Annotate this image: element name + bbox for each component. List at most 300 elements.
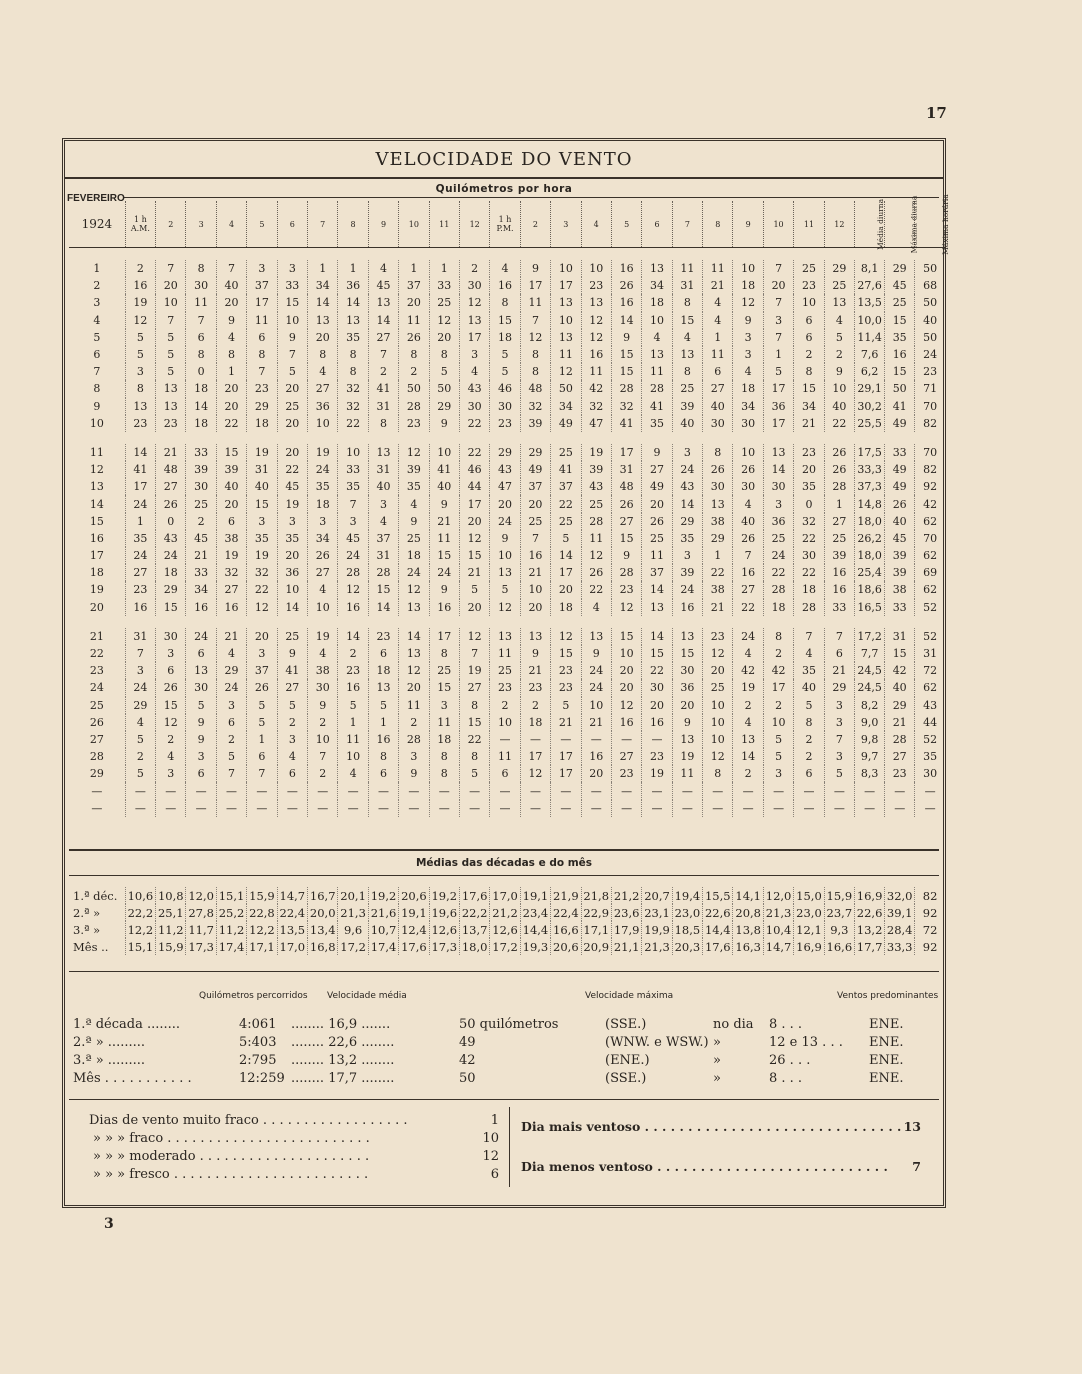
table-cell: 41 — [429, 461, 459, 478]
table-cell: — — [156, 800, 186, 817]
table-cell: 4 — [308, 581, 338, 598]
table-cell: 20 — [277, 380, 307, 397]
summary-km: 12:259 — [239, 1071, 285, 1086]
table-cell: 5 — [247, 714, 277, 731]
table-cell: 8 — [186, 346, 216, 363]
means-cell: 15,0 — [794, 887, 824, 904]
table-cell: 14 — [551, 547, 581, 564]
day-cell: 21 — [89, 629, 104, 643]
means-title: Médias das décadas e do mês — [415, 857, 593, 869]
table-cell: 5 — [186, 697, 216, 714]
table-cell: 13 — [763, 444, 793, 461]
table-cell: 11 — [672, 260, 702, 277]
table-cell: 3 — [824, 714, 854, 731]
table-cell: — — [247, 800, 277, 817]
table-cell: — — [368, 800, 398, 817]
table-cell: 2 — [338, 645, 368, 662]
means-cell: 17,6 — [459, 887, 489, 904]
table-cell: 22 — [459, 444, 489, 461]
table-cell: — — [642, 731, 672, 748]
table-cell: 6,2 — [855, 363, 885, 380]
summary-day: 26 . . . — [769, 1053, 811, 1068]
table-cell: 3 — [277, 260, 307, 277]
table-cell: 42 — [915, 495, 945, 512]
table-cell: 33 — [885, 444, 915, 461]
table-cell: 0 — [186, 363, 216, 380]
table-cell: 40 — [247, 478, 277, 495]
table-cell: 6 — [794, 312, 824, 329]
table-cell: 2 — [733, 765, 763, 782]
table-cell: — — [733, 800, 763, 817]
table-cell: 25 — [551, 513, 581, 530]
table-cell: 3 — [672, 547, 702, 564]
table-cell: 7 — [216, 260, 246, 277]
table-cell: 7 — [794, 628, 824, 645]
table-cell: 11 — [399, 312, 429, 329]
means-cell: 19,6 — [429, 904, 459, 921]
table-cell: 13 — [368, 679, 398, 696]
table-title: VELOCIDADE DO VENTO — [375, 149, 633, 170]
table-cell: 17 — [551, 765, 581, 782]
table-cell: 26 — [733, 530, 763, 547]
table-cell: 28 — [581, 513, 611, 530]
table-cell: 21 — [459, 564, 489, 581]
means-cell: 22,9 — [581, 904, 611, 921]
table-cell: 3 — [399, 748, 429, 765]
table-cell: 30 — [156, 628, 186, 645]
table-cell: 33 — [429, 277, 459, 294]
means-label: Mês .. — [73, 939, 109, 954]
table-cell: 38 — [308, 662, 338, 679]
day-cell: 27 — [89, 732, 104, 746]
table-cell: 11 — [551, 346, 581, 363]
table-cell: 30 — [459, 398, 489, 415]
table-cell: — — [915, 782, 945, 799]
table-cell: 1 — [703, 329, 733, 346]
day-cell: — — [91, 784, 103, 798]
summary-km: 2:795 — [239, 1053, 277, 1068]
table-cell: 8 — [459, 697, 489, 714]
means-cell: 17,3 — [186, 938, 216, 955]
table-cell: 30 — [186, 679, 216, 696]
table-cell: 6 — [186, 765, 216, 782]
means-cell: 9,3 — [824, 921, 854, 938]
table-cell: 13 — [338, 312, 368, 329]
table-cell: 31 — [885, 628, 915, 645]
summary-vel: ........ 16,9 ....... — [291, 1017, 391, 1032]
wind-days-label: » » » fraco . . . . . . . . . . . . . . . . . . . . . . . . . — [93, 1131, 370, 1146]
table-cell: 3 — [763, 765, 793, 782]
summary-wind: ENE. — [869, 1017, 904, 1032]
table-cell: 8 — [794, 363, 824, 380]
table-cell: 22 — [247, 581, 277, 598]
table-cell: 7 — [156, 260, 186, 277]
table-cell: 9 — [490, 530, 520, 547]
means-cell: 17,0 — [277, 938, 307, 955]
table-row — [69, 645, 945, 662]
means-cell: 22,6 — [855, 904, 885, 921]
table-cell: 11 — [581, 530, 611, 547]
table-cell: 10,0 — [855, 312, 885, 329]
table-cell: 8 — [703, 765, 733, 782]
column-header-label: Máxima diurna — [909, 195, 919, 253]
divider — [69, 875, 939, 876]
table-cell: 8 — [429, 765, 459, 782]
table-cell: 6 — [186, 645, 216, 662]
table-cell: 4 — [490, 260, 520, 277]
table-cell: 17 — [520, 748, 550, 765]
means-cell: 18,0 — [459, 938, 489, 955]
table-cell: 6 — [247, 748, 277, 765]
table-cell: 35 — [308, 478, 338, 495]
table-cell: 8 — [125, 380, 155, 397]
table-cell: 1 — [338, 260, 368, 277]
table-cell: 28 — [368, 564, 398, 581]
table-cell: 1 — [368, 714, 398, 731]
table-cell: 15 — [672, 312, 702, 329]
table-cell: 11 — [642, 547, 672, 564]
table-cell: 12 — [247, 599, 277, 616]
table-cell: 4 — [703, 312, 733, 329]
table-cell: — — [672, 800, 702, 817]
table-cell: 15 — [156, 599, 186, 616]
table-cell: 13 — [581, 294, 611, 311]
table-cell: 32 — [247, 564, 277, 581]
table-cell: 46 — [490, 380, 520, 397]
table-cell: 5 — [247, 697, 277, 714]
table-row — [69, 679, 945, 696]
table-cell: 17 — [763, 415, 793, 432]
table-cell: 41 — [551, 461, 581, 478]
table-cell: 29 — [672, 513, 702, 530]
table-cell: 12 — [399, 444, 429, 461]
table-cell: 10 — [611, 645, 641, 662]
table-cell: 25,5 — [855, 415, 885, 432]
table-cell: 23 — [642, 748, 672, 765]
means-cell: 17,2 — [338, 938, 368, 955]
table-cell: 11 — [399, 697, 429, 714]
table-cell: 17 — [125, 478, 155, 495]
table-cell: 18 — [429, 731, 459, 748]
table-cell: — — [156, 782, 186, 799]
means-cell: 11,2 — [216, 921, 246, 938]
table-cell: 8 — [247, 346, 277, 363]
table-cell: 18 — [763, 599, 793, 616]
table-cell: 40 — [216, 478, 246, 495]
means-label: 2.ª » — [73, 905, 101, 920]
table-cell: 29,1 — [855, 380, 885, 397]
table-cell: 28 — [399, 398, 429, 415]
table-cell: 11 — [429, 714, 459, 731]
table-cell: 21 — [156, 444, 186, 461]
table-row — [69, 731, 945, 748]
means-cell: 17,9 — [611, 921, 641, 938]
table-cell: 43 — [459, 380, 489, 397]
table-cell: 26 — [156, 679, 186, 696]
divider — [123, 197, 939, 198]
table-cell: 12 — [611, 599, 641, 616]
table-cell: 8 — [308, 346, 338, 363]
table-cell: 13 — [368, 294, 398, 311]
table-cell: 15 — [611, 346, 641, 363]
table-cell: 2 — [308, 765, 338, 782]
table-cell: 23 — [581, 277, 611, 294]
table-cell: 82 — [915, 461, 945, 478]
table-cell: 26 — [611, 277, 641, 294]
table-cell: 13 — [459, 312, 489, 329]
table-cell: 8 — [216, 346, 246, 363]
table-cell: 3 — [247, 260, 277, 277]
table-cell: 20 — [216, 398, 246, 415]
table-cell: 15 — [642, 645, 672, 662]
means-cell: 10,4 — [763, 921, 793, 938]
table-cell: 20 — [459, 513, 489, 530]
table-cell: 22 — [459, 731, 489, 748]
summary-max: 42 — [459, 1053, 476, 1068]
summary-label: Mês . . . . . . . . . . . — [73, 1071, 192, 1086]
table-cell: 25 — [824, 277, 854, 294]
table-cell: 5 — [277, 697, 307, 714]
day-cell: 11 — [89, 445, 104, 459]
table-cell: 49 — [885, 461, 915, 478]
table-cell: 3 — [125, 363, 155, 380]
table-cell: 23 — [611, 765, 641, 782]
table-cell: — — [794, 800, 824, 817]
means-cell: 39,1 — [885, 904, 915, 921]
table-cell: 24 — [672, 461, 702, 478]
table-cell: 37,3 — [855, 478, 885, 495]
table-cell: 19 — [672, 748, 702, 765]
table-cell: 45 — [885, 530, 915, 547]
column-header: 11 — [429, 201, 459, 248]
table-cell: 7 — [186, 312, 216, 329]
column-header-label: Média diurna — [876, 198, 886, 250]
table-cell: 16 — [125, 599, 155, 616]
means-cell: 13,5 — [277, 921, 307, 938]
table-cell: 42 — [733, 662, 763, 679]
table-cell: 30 — [642, 679, 672, 696]
wind-days-row — [89, 1131, 499, 1149]
table-cell: 37 — [551, 478, 581, 495]
table-cell: 23 — [125, 581, 155, 598]
table-cell: 23 — [399, 415, 429, 432]
means-cell: 20,0 — [308, 904, 338, 921]
column-header: 1 h P.M. — [490, 201, 520, 248]
table-cell: — — [885, 782, 915, 799]
table-cell: 13 — [368, 444, 398, 461]
means-cell: 19,1 — [399, 904, 429, 921]
table-cell: 22 — [703, 564, 733, 581]
table-cell: 28 — [794, 599, 824, 616]
table-cell: 13 — [703, 495, 733, 512]
means-cell: 20,9 — [581, 938, 611, 955]
means-cell: 15,9 — [247, 887, 277, 904]
table-cell: 3 — [672, 444, 702, 461]
table-cell: 15 — [490, 312, 520, 329]
table-cell: 34 — [186, 581, 216, 598]
table-cell: 1 — [216, 363, 246, 380]
wind-days-value: 6 — [490, 1167, 499, 1182]
table-cell: 72 — [915, 662, 945, 679]
table-cell: 7 — [156, 312, 186, 329]
page-number-top: 17 — [926, 104, 947, 122]
means-cell: 10,6 — [125, 887, 155, 904]
table-cell: 31 — [368, 547, 398, 564]
day-cell: 9 — [93, 399, 101, 413]
table-cell: 19 — [125, 294, 155, 311]
table-cell: 25 — [581, 495, 611, 512]
table-cell: 37 — [520, 478, 550, 495]
table-cell: 8 — [794, 714, 824, 731]
table-cell: 34 — [308, 277, 338, 294]
table-cell: 19 — [581, 444, 611, 461]
divider — [69, 849, 939, 851]
table-cell: 30 — [703, 478, 733, 495]
table-cell: 23 — [703, 628, 733, 645]
table-cell: — — [551, 782, 581, 799]
table-cell: 42 — [581, 380, 611, 397]
table-cell: 27 — [277, 679, 307, 696]
table-cell: 10 — [733, 260, 763, 277]
table-cell: 27 — [308, 564, 338, 581]
table-cell: 4 — [733, 714, 763, 731]
table-cell: 40 — [368, 478, 398, 495]
table-cell: 0 — [794, 495, 824, 512]
table-cell: 25 — [885, 294, 915, 311]
table-cell: 6 — [156, 662, 186, 679]
table-cell: — — [520, 782, 550, 799]
means-cell: 15,1 — [125, 938, 155, 955]
table-cell: 1 — [308, 260, 338, 277]
table-cell: 14 — [277, 599, 307, 616]
table-cell: 49 — [885, 478, 915, 495]
summary-row — [73, 1071, 933, 1089]
means-cell: 20,6 — [551, 938, 581, 955]
table-cell: 39 — [186, 461, 216, 478]
table-cell: 92 — [915, 478, 945, 495]
table-row — [69, 628, 945, 645]
table-cell: 3 — [429, 697, 459, 714]
table-cell: 17 — [520, 277, 550, 294]
table-cell: 27 — [459, 679, 489, 696]
table-cell: — — [763, 782, 793, 799]
table-cell: 62 — [915, 547, 945, 564]
table-cell: 18 — [551, 599, 581, 616]
table-cell: 13 — [490, 628, 520, 645]
table-cell: 28 — [611, 380, 641, 397]
column-header: 11 — [794, 201, 824, 248]
table-cell: 15 — [429, 547, 459, 564]
table-cell: — — [338, 782, 368, 799]
table-cell: 5 — [125, 329, 155, 346]
table-cell: 23 — [551, 662, 581, 679]
table-cell: 13 — [824, 294, 854, 311]
table-cell: 14 — [186, 398, 216, 415]
table-cell: 27 — [611, 748, 641, 765]
means-cell: 15,5 — [703, 887, 733, 904]
table-cell: 50 — [399, 380, 429, 397]
table-cell: 2 — [399, 363, 429, 380]
day-cell: 8 — [93, 382, 101, 396]
table-cell: 38 — [216, 530, 246, 547]
table-cell: 18 — [733, 277, 763, 294]
table-cell: 26 — [703, 461, 733, 478]
table-cell: 10 — [308, 599, 338, 616]
table-cell: 20 — [611, 662, 641, 679]
table-cell: 34 — [308, 530, 338, 547]
table-cell: 11 — [581, 363, 611, 380]
table-row — [69, 461, 945, 478]
summary-row — [73, 1053, 933, 1071]
table-cell: 3 — [156, 645, 186, 662]
means-cell: 16,6 — [551, 921, 581, 938]
day-cell: 20 — [89, 600, 104, 614]
table-cell: 32 — [794, 513, 824, 530]
table-cell: — — [611, 800, 641, 817]
means-cell: 16,7 — [308, 887, 338, 904]
table-cell: 40 — [672, 415, 702, 432]
table-row — [69, 294, 945, 311]
table-cell: 21 — [703, 599, 733, 616]
table-cell: 17 — [763, 380, 793, 397]
table-cell: — — [490, 800, 520, 817]
table-cell: 16 — [125, 277, 155, 294]
table-cell: 40 — [794, 679, 824, 696]
column-header: 3 — [186, 201, 216, 248]
table-cell: 1 — [429, 260, 459, 277]
table-cell: 26 — [247, 679, 277, 696]
table-cell: 6 — [703, 363, 733, 380]
table-cell: 3 — [247, 645, 277, 662]
table-cell: 22 — [794, 530, 824, 547]
table-cell: 6 — [794, 329, 824, 346]
table-cell: 11 — [490, 748, 520, 765]
table-cell: 2 — [277, 714, 307, 731]
table-cell: 33,3 — [855, 461, 885, 478]
means-row — [69, 938, 945, 955]
means-cell: 82 — [915, 887, 945, 904]
table-cell: 20 — [216, 294, 246, 311]
table-cell: 10 — [277, 312, 307, 329]
table-cell: 12 — [429, 312, 459, 329]
table-cell: 37 — [247, 277, 277, 294]
means-table — [69, 887, 945, 955]
table-cell: 6 — [216, 714, 246, 731]
table-cell: 18,0 — [855, 513, 885, 530]
table-cell: — — [733, 782, 763, 799]
table-cell: 25 — [642, 530, 672, 547]
table-cell: 23 — [125, 415, 155, 432]
table-cell: 20 — [672, 697, 702, 714]
table-cell: 11 — [642, 363, 672, 380]
table-cell: 50 — [885, 380, 915, 397]
table-cell: — — [277, 782, 307, 799]
table-cell: 6 — [368, 765, 398, 782]
table-cell: 14 — [733, 748, 763, 765]
table-cell: 26 — [642, 513, 672, 530]
table-cell: 27 — [611, 513, 641, 530]
table-cell: 25 — [277, 628, 307, 645]
table-cell: 27 — [642, 461, 672, 478]
table-cell: 16 — [186, 599, 216, 616]
table-cell: 14 — [125, 444, 155, 461]
table-cell: 5 — [459, 765, 489, 782]
divider — [69, 971, 939, 972]
table-cell: — — [611, 731, 641, 748]
divider — [65, 177, 943, 179]
table-cell: 14 — [308, 294, 338, 311]
table-cell: 9 — [429, 495, 459, 512]
